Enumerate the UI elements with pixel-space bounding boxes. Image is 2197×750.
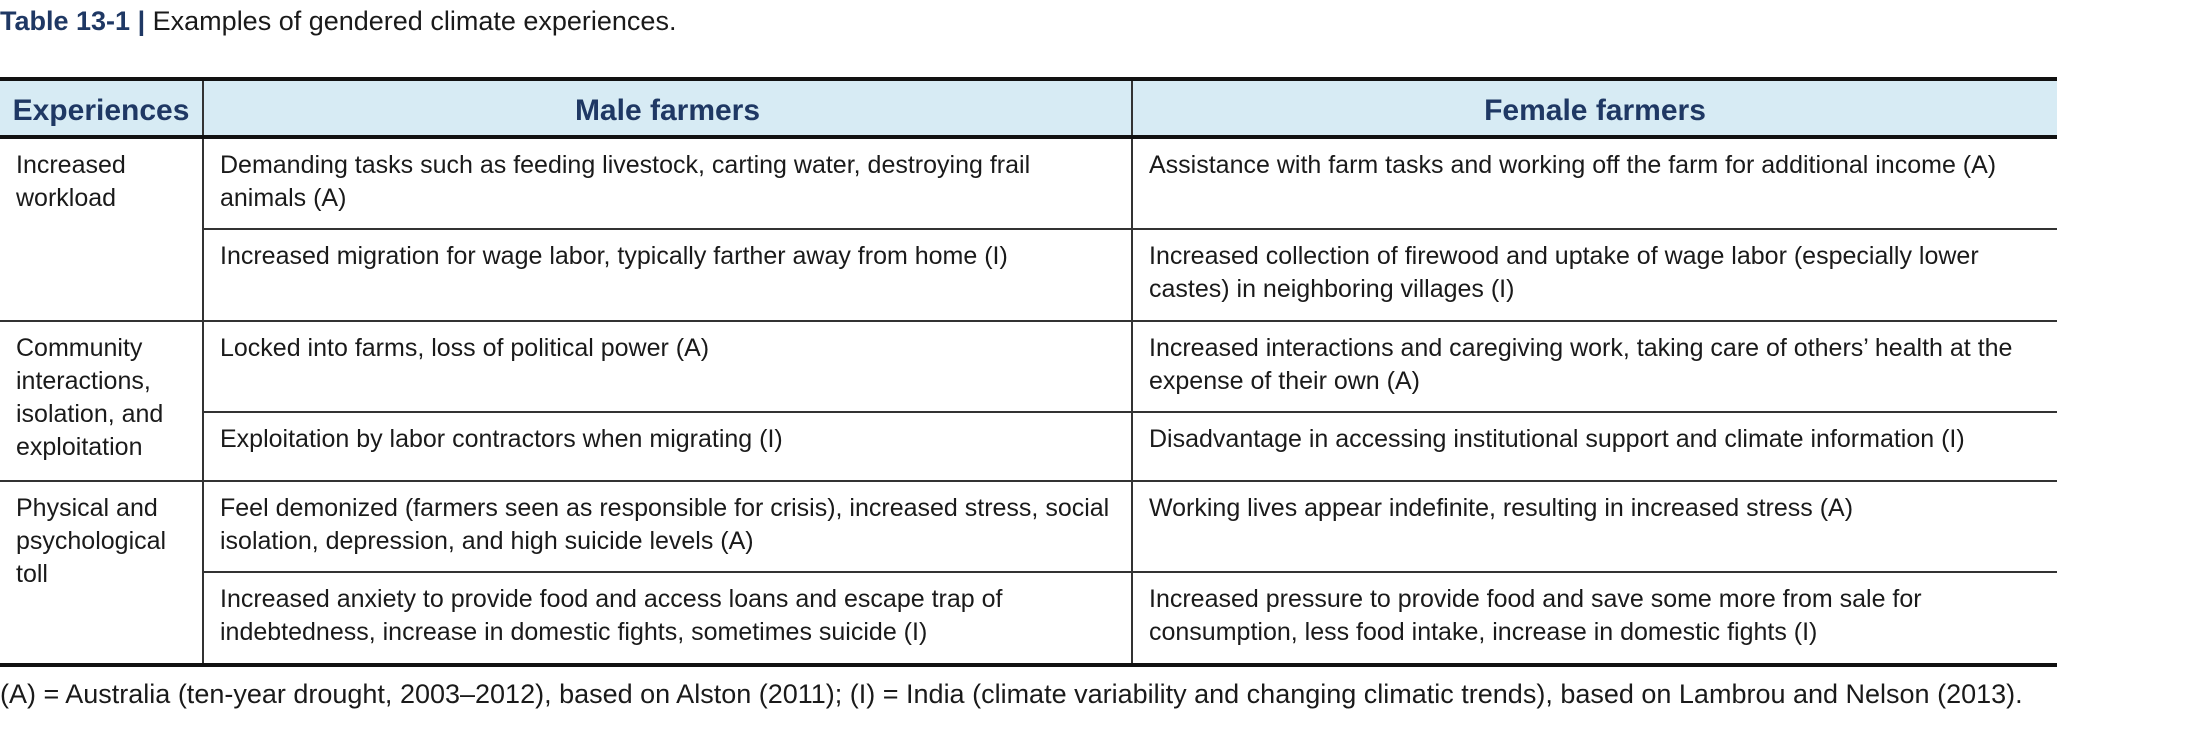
table-caption xyxy=(0,4,676,38)
table-row xyxy=(0,481,2057,572)
experiences-table xyxy=(0,77,2057,667)
female-cell: Increased pressure to provide food and save some more from sale for consumption, less food intake, increase in domestic fights (I) xyxy=(1132,572,2057,665)
experience-cell-community: Community interactions, isolation, and exploitation xyxy=(0,321,203,481)
header-male-farmers: Male farmers xyxy=(203,79,1132,137)
female-cell: Working lives appear indefinite, resulting in increased stress (A) xyxy=(1132,481,2057,572)
male-cell: Demanding tasks such as feeding livestock, carting water, destroying frail animals (A) xyxy=(203,137,1132,229)
table-row xyxy=(0,321,2057,412)
male-cell: Feel demonized (farmers seen as responsible for crisis), increased stress, social isolation, depression, and high suicide levels (A) xyxy=(203,481,1132,572)
header-female-farmers: Female farmers xyxy=(1132,79,2057,137)
table-row xyxy=(0,229,2057,321)
table-title: Examples of gendered climate experiences. xyxy=(152,6,677,36)
table-body xyxy=(0,137,2057,665)
caption-separator: | xyxy=(137,6,146,36)
table-header xyxy=(0,79,2057,137)
table-row xyxy=(0,412,2057,481)
female-cell: Increased interactions and caregiving work, taking care of others’ health at the expense of their own (A) xyxy=(1132,321,2057,412)
male-cell: Increased migration for wage labor, typically farther away from home (I) xyxy=(203,229,1132,321)
table-container xyxy=(0,77,2057,667)
header-row xyxy=(0,79,2057,137)
male-cell: Locked into farms, loss of political power (A) xyxy=(203,321,1132,412)
table-row xyxy=(0,137,2057,229)
female-cell: Disadvantage in accessing institutional support and climate information (I) xyxy=(1132,412,2057,481)
table-footnote: (A) = Australia (ten-year drought, 2003–2012), based on Alston (2011); (I) = India (climate variability and changing climatic trends), based on Lambrou and Nelson (2013). xyxy=(0,679,2023,709)
table-number: Table 13-1 xyxy=(0,6,131,36)
header-experiences: Experiences xyxy=(12,93,190,127)
male-cell: Increased anxiety to provide food and access loans and escape trap of indebtedness, increase in domestic fights, sometimes suicide (I) xyxy=(203,572,1132,665)
table-row xyxy=(0,572,2057,665)
experience-cell-physical: Physical and psychological toll xyxy=(0,481,203,665)
male-cell: Exploitation by labor contractors when migrating (I) xyxy=(203,412,1132,481)
female-cell: Assistance with farm tasks and working off the farm for additional income (A) xyxy=(1132,137,2057,229)
experience-cell-workload: Increased workload xyxy=(0,137,203,321)
female-cell: Increased collection of firewood and uptake of wage labor (especially lower castes) in neighboring villages (I) xyxy=(1132,229,2057,321)
